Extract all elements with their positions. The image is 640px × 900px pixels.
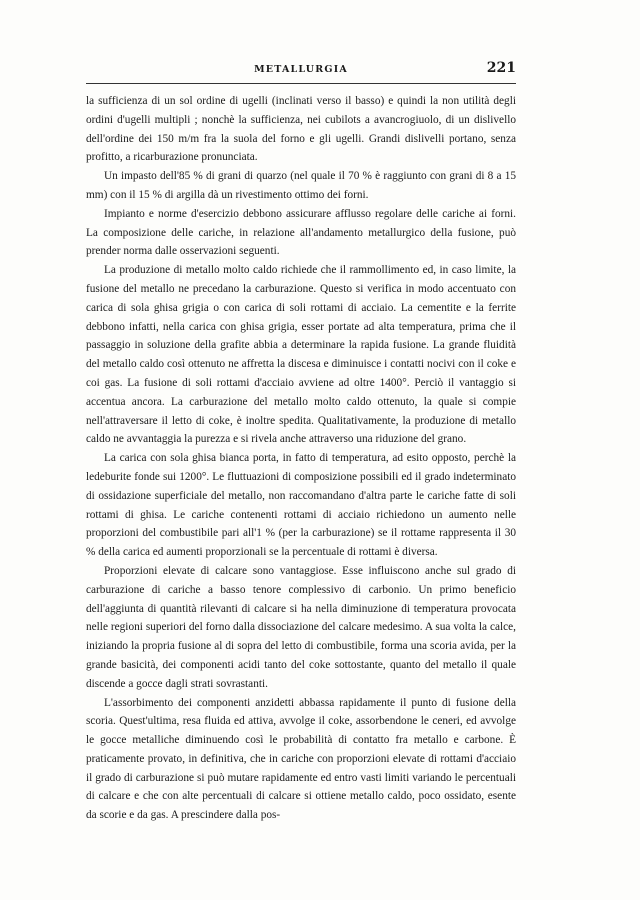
running-head — [86, 60, 516, 80]
paragraph: Impianto e norme d'esercizio debbono assicurare afflusso regolare delle cariche ai forni. La composizione delle cariche, in relazione all'andamento metallurgico della fusione, può prender norma dalle osservazioni seguenti. — [86, 207, 516, 258]
header-rule — [86, 83, 516, 84]
paragraph: La produzione di metallo molto caldo richiede che il rammollimento ed, in caso limite, la fusione del metallo ne precedano la carburazione. Questo si verifica in modo accentuato con carica di sola ghisa grigia o con carica di soli rottami di acciaio. La cementite e la ferrite debbono infatti, nella carica con ghisa grigia, esser portate ad alta temperatura, prima che il passaggio in soluzione della grafite abbia a determinare la rapida fusione. La grande fluidità del metallo caldo così ottenuto ne affretta la discesa e diminuisce i contatti nocivi con il coke e coi gas. La fusione di soli rottami d'acciaio avviene ad oltre 1400°. Perciò il vantaggio si accentua ancora. La carburazione del metallo molto caldo ottenuto, la quale si compie nell'attraversare il letto di coke, è inoltre spedita. Qualitativamente, la produzione di metallo caldo ne avvantaggia la purezza e si rivela anche attraverso una riduzione del grano. — [86, 264, 516, 446]
paragraph: la sufficienza di un sol ordine di ugelli (inclinati verso il basso) e quindi la non utilità degli ordini d'ugelli multipli ; nonchè la sufficienza, nei cubilots a avancrogiuolo, di un dislivello dell'ordine dei 150 m/m fra la suola del forno e gli ugelli. Grandi dislivelli portano, senza profitto, a ricarburazione pronunciata. — [86, 95, 516, 164]
paragraph: La carica con sola ghisa bianca porta, in fatto di temperatura, ad esito opposto, perchè la ledeburite fonde sui 1200°. Le fluttuazioni di composizione possibili ed il grado indeterminato di ossidazione superficiale del metallo, non raccomandano d'altra parte le cariche fatte di soli rottami di ghisa. Le cariche contenenti rottami di acciaio richiedono un aumento nelle proporzioni del combustibile pari all'1 % (per la carburazione) se il rottame rappresenta il 30 % della carica ed aumenti proporzionali se la percentuale di rottami è diversa. — [86, 452, 516, 559]
running-title: METALLURGIA — [254, 64, 348, 75]
body-text — [86, 92, 516, 825]
paragraph: Un impasto dell'85 % di grani di quarzo (nel quale il 70 % è raggiunto con grani di 8 a 15 mm) con il 15 % di argilla dà un rivestimento ottimo dei forni. — [86, 170, 516, 201]
paragraph: Proporzioni elevate di calcare sono vantaggiose. Esse influiscono anche sul grado di carburazione di cariche a basso tenore complessivo di carbonio. Un primo beneficio dell'aggiunta di quantità rilevanti di calcare si ha nella diminuzione di temperatura provocata nelle regioni superiori del forno dalla dissociazione del calcare medesimo. A sua volta la calce, iniziando la propria fusione al di sopra del letto di combustibile, forma una scoria avida, per la grande basicità, dei componenti acidi tanto del coke sottostante, quanto del metallo il quale discende a gocce dagli strati sovrastanti. — [86, 564, 516, 690]
page-number: 221 — [486, 60, 516, 76]
paragraph: L'assorbimento dei componenti anzidetti abbassa rapidamente il punto di fusione della scoria. Quest'ultima, resa fluida ed attiva, avvolge il coke, assorbendone le ceneri, ed avvolge le gocce metalliche diminuendo così le probabilità di contatto fra metallo e carbone. È praticamente provato, in definitiva, che in cariche con proporzioni elevate di rottami d'acciaio il grado di carburazione si può mutare rapidamente ed entro vasti limiti variando le percentuali di calcare e che con alte percentuali di calcare si ottiene metallo caldo, poco ossidato, esente da scorie e da gas. A prescindere dalla pos- — [86, 696, 516, 822]
